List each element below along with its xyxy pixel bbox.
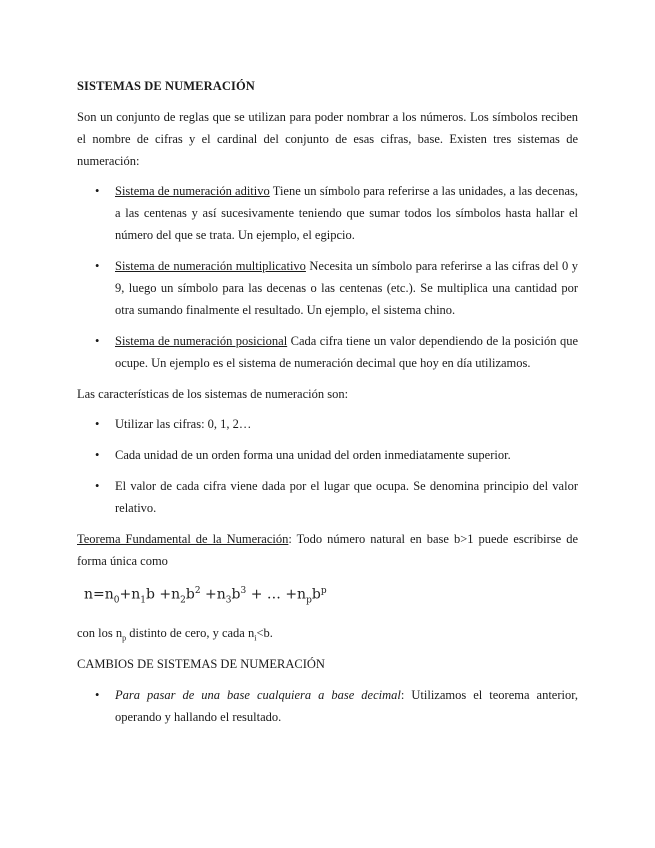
change-text: : Utilizamos el teorema anterior, operando y hallando el resultado. — [115, 688, 579, 724]
list-item — [95, 684, 578, 728]
systems-list — [95, 180, 578, 374]
characteristics-list — [95, 413, 578, 519]
list-item — [95, 255, 578, 321]
page-title: SISTEMAS DE NUMERACIÓN — [77, 79, 255, 93]
system-text: Tiene un símbolo para referirse a las unidades, a las decenas, a las centenas y así sucesivamente teniendo que sumar todos los símbolos hasta hallar el número del que se trata. Un ejemplo, el egipcio. — [115, 184, 578, 242]
bullet-icon: • — [95, 688, 100, 702]
characteristic-text: Utilizar las cifras: 0, 1, 2… — [115, 417, 252, 431]
intro-paragraph: Son un conjunto de reglas que se utilizan para poder nombrar a los números. Los símbolos reciben el nombre de cifras y el cardinal del conjunto de esas cifras, base. Existen tres sistemas de numeración: — [77, 110, 578, 168]
characteristics-heading: Las características de los sistemas de numeración son: — [77, 387, 349, 401]
characteristic-text: El valor de cada cifra viene dada por el lugar que ocupa. Se denomina principio del valor relativo. — [115, 479, 578, 515]
change-term: Para pasar de una base cualquiera a base decimal — [115, 688, 401, 702]
formula-note: con los $n_p$ distinto de cero, y cada $n_i<b$. — [77, 626, 273, 643]
numeration-formula: $n=n_0+n_1b +n_2b^2 +n_3b^3$ + … $+n_pb^p$ — [84, 586, 327, 606]
list-item — [95, 475, 578, 519]
list-item — [95, 413, 578, 435]
system-text: Cada cifra tiene un valor dependiendo de la posición que ocupe. Un ejemplo es el sistema de numeración decimal que hoy en día utilizamos. — [115, 334, 578, 370]
system-text: Necesita un símbolo para referirse a las cifras del 0 y 9, luego un símbolo para las decenas o las centenas (etc.). Se multiplica una cantidad por otra sumando finalmente el resultado. Un ejemplo, el sistema chino. — [115, 259, 578, 317]
bullet-icon: • — [95, 184, 100, 198]
list-item — [95, 444, 578, 466]
section-heading: CAMBIOS DE SISTEMAS DE NUMERACIÓN — [77, 657, 325, 671]
theorem-paragraph — [77, 528, 578, 572]
bullet-icon: • — [95, 479, 100, 493]
system-term: Sistema de numeración aditivo — [115, 184, 270, 198]
list-item — [95, 180, 578, 246]
theorem-term: Teorema Fundamental de la Numeración — [77, 532, 289, 546]
system-term: Sistema de numeración posicional — [115, 334, 288, 348]
list-item — [95, 330, 578, 374]
bullet-icon: • — [95, 334, 100, 348]
changes-list — [95, 684, 578, 728]
bullet-icon: • — [95, 417, 100, 431]
characteristic-text: Cada unidad de un orden forma una unidad del orden inmediatamente superior. — [115, 448, 511, 462]
system-term: Sistema de numeración multiplicativo — [115, 259, 306, 273]
bullet-icon: • — [95, 259, 100, 273]
bullet-icon: • — [95, 448, 100, 462]
theorem-text: : Todo número natural en base b>1 puede escribirse de forma única como — [77, 532, 578, 568]
